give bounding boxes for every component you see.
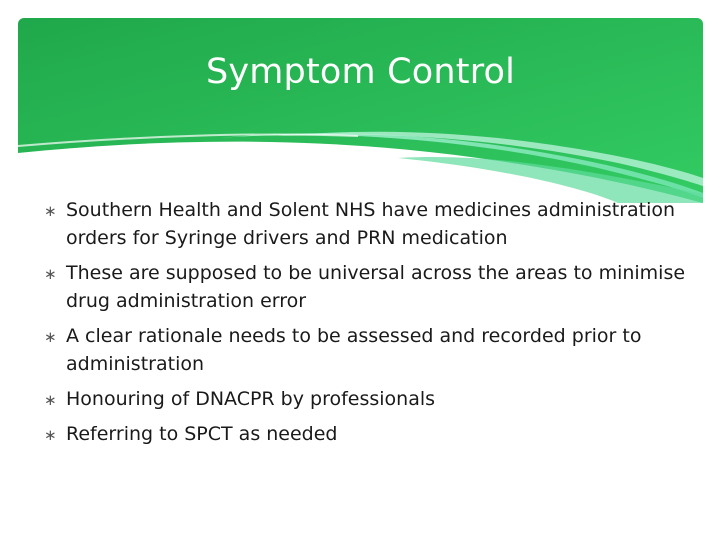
asterisk-bullet-icon: ∗ [44, 265, 57, 283]
bullet-item [44, 420, 694, 448]
bullet-list [44, 196, 694, 455]
bullet-item [44, 196, 694, 252]
asterisk-bullet-icon: ∗ [44, 426, 57, 444]
bullet-text: Southern Health and Solent NHS have medicines administration orders for Syringe drivers and PRN medication [66, 199, 676, 249]
header-band [18, 18, 703, 203]
asterisk-bullet-icon: ∗ [44, 202, 57, 220]
bullet-item [44, 259, 694, 315]
bullet-text: These are supposed to be universal across the areas to minimise drug administration error [66, 262, 686, 312]
asterisk-bullet-icon: ∗ [44, 328, 57, 346]
slide-title: Symptom Control [205, 52, 516, 92]
asterisk-bullet-icon: ∗ [44, 391, 57, 409]
header-background [18, 18, 703, 203]
bullet-text: Referring to SPCT as needed [66, 423, 338, 445]
bullet-text: A clear rationale needs to be assessed and recorded prior to administration [66, 325, 642, 375]
bullet-text: Honouring of DNACPR by professionals [66, 388, 436, 410]
bullet-item [44, 385, 694, 413]
bullet-item [44, 322, 694, 378]
